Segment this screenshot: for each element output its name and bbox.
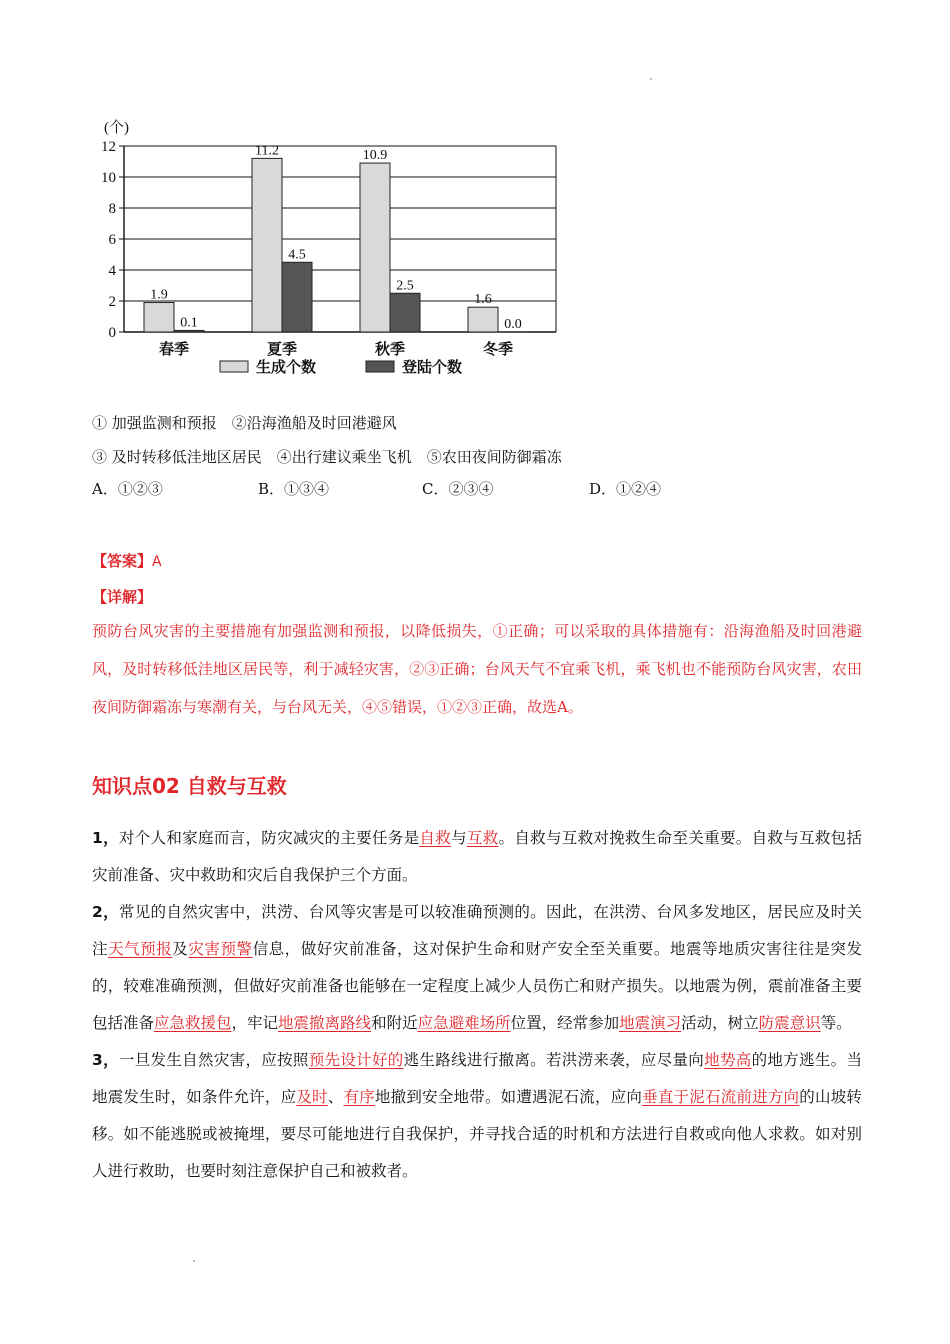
paragraph-3	[92, 1042, 862, 1190]
chart-bars	[144, 158, 528, 332]
chart-category-label: 夏季	[266, 342, 298, 358]
chart-value-label: 0.0	[504, 317, 522, 332]
chart-legend-swatch	[366, 361, 394, 372]
chart-unit-label: (个)	[104, 120, 129, 136]
text: 一旦发生自然灾害，应按照	[118, 1051, 309, 1069]
text: 位置，经常参加	[510, 1014, 620, 1032]
chart-y-tick-label: 2	[108, 294, 116, 310]
chart-value-label: 2.5	[396, 278, 414, 294]
text: 。自救与互救对挽救生命至关重要。自救与互救包括灾前准备、灾中救助和灾后自我保护三个方面。	[92, 829, 862, 884]
chart-bar-generated	[144, 303, 174, 332]
chart-value-label: 4.5	[288, 247, 306, 263]
text: 与	[451, 829, 467, 847]
text: 活动，树立	[681, 1014, 759, 1032]
text: 信息，做好灾前准备，这对保护生命和财产安全至关重要。地震等地质灾害往往是突发的，较难准确预测，但做好灾前准备也能够在一定程度上减少人员伤亡和财产损失。以地震为例，震前准备主要包括准备	[92, 940, 862, 1032]
chart-bar-landed	[390, 293, 420, 332]
paragraph-1	[92, 820, 862, 894]
chart-value-label: 10.9	[362, 148, 388, 164]
key-term: 应急避难场所	[417, 1014, 511, 1032]
text: ，牢记	[231, 1014, 279, 1032]
chart-legend-swatch	[220, 361, 248, 372]
text: 对个人和家庭而言，防灾减灾的主要任务是	[118, 829, 420, 847]
text: 、	[327, 1088, 344, 1106]
statements-line-2: ③ 及时转移低洼地区居民 ④出行建议乘坐飞机 ⑤农田夜间防御霜冻	[92, 448, 562, 466]
chart-legend-label: 生成个数	[256, 360, 317, 376]
detail-tag-line	[92, 586, 152, 607]
text: 及	[172, 940, 189, 958]
chart-value-labels	[150, 143, 522, 332]
chart-y-tick-label: 12	[101, 139, 116, 155]
key-term: 防震意识	[758, 1014, 821, 1032]
key-term: 应急救援包	[154, 1014, 232, 1032]
text: 和附近	[371, 1014, 418, 1032]
scan-dot	[193, 1260, 195, 1262]
key-term: 互救	[466, 829, 499, 847]
chart-y-tick-label: 10	[101, 170, 116, 186]
chart-y-tick-label: 8	[108, 201, 116, 217]
key-term: 及时	[296, 1088, 328, 1106]
chart-y-tick-label: 0	[108, 325, 116, 341]
chart-value-label: 1.6	[474, 292, 492, 308]
chart-bar-landed	[174, 330, 204, 332]
scan-dot	[650, 78, 652, 80]
chart-category-label: 秋季	[374, 342, 406, 358]
paragraph-2-number: 2，	[92, 903, 119, 921]
chart-y-tick-labels	[101, 139, 117, 341]
paragraph-1-number: 1，	[92, 829, 119, 847]
chart-category-label: 春季	[158, 342, 190, 358]
option-c[interactable]: C．②③④	[422, 480, 494, 498]
typhoon-season-bar-chart	[90, 108, 560, 393]
key-term: 地震演习	[619, 1014, 682, 1032]
chart-bar-generated	[468, 307, 498, 332]
key-term: 天气预报	[108, 940, 173, 958]
text: 的地方逃生。当地震发生时，如条件允许，应	[92, 1051, 862, 1106]
text: 逃生路线进行撤离。若洪涝来袭，应尽量向	[403, 1051, 705, 1069]
option-b[interactable]: B．①③④	[258, 480, 330, 498]
answer-options	[92, 478, 792, 502]
key-term: 预先设计好的	[308, 1051, 404, 1069]
option-a[interactable]: A．①②③	[92, 480, 163, 498]
answer-tag: 【答案】	[92, 552, 153, 570]
key-term: 自救	[419, 829, 452, 847]
section-heading: 知识点02 自救与互救	[92, 774, 287, 798]
chart-bar-landed	[282, 262, 312, 332]
chart-bar-generated	[360, 163, 390, 332]
answer-line	[92, 550, 162, 571]
chart-value-label: 11.2	[255, 143, 279, 159]
chart-value-label: 1.9	[150, 287, 168, 303]
chart-value-label: 0.1	[180, 315, 198, 331]
paragraph-3-number: 3，	[92, 1051, 119, 1069]
text: 常见的自然灾害中，洪涝、台风等灾害是可以较准确预测的。因此，在洪涝、台风多发地区，居民应及时关注	[92, 903, 862, 958]
key-term: 地震撤离路线	[278, 1014, 372, 1032]
chart-legend-label: 登陆个数	[402, 360, 463, 376]
text: 的山坡转移。如不能逃脱或被掩埋，要尽可能地进行自我保护，并寻找合适的时机和方法进行自救或向他人求救。如对别人进行救助，也要时刻注意保护自己和被救者。	[92, 1088, 862, 1180]
chart-y-tick-label: 6	[108, 232, 116, 248]
statements-line-1: ① 加强监测和预报 ②沿海渔船及时回港避风	[92, 414, 397, 432]
text: 等。	[820, 1014, 852, 1032]
key-term: 有序	[343, 1088, 375, 1106]
option-d[interactable]: D．①②④	[589, 480, 662, 498]
chart-y-tick-label: 4	[108, 263, 116, 279]
key-term: 灾害预警	[188, 940, 253, 958]
chart-category-label: 冬季	[482, 342, 514, 358]
paragraph-2	[92, 894, 862, 1042]
chart-category-labels	[159, 340, 513, 358]
detail-tag: 【详解】	[92, 588, 153, 606]
chart-legend	[220, 358, 462, 376]
key-term: 地势高	[704, 1051, 752, 1069]
text: 地撤到安全地带。如遭遇泥石流，应向	[374, 1088, 643, 1106]
detail-explanation: 预防台风灾害的主要措施有加强监测和预报，以降低损失，①正确；可以采取的具体措施有：沿海渔船及时回港避风，及时转移低洼地区居民等，利于减轻灾害，②③正确；台风天气不宜乘飞机，乘飞机也不能预防台风灾害，农田夜间防御霜冻与寒潮有关，与台风无关，④⑤错误，①②③正确，故选A。	[92, 622, 862, 716]
key-term: 垂直于泥石流前进方向	[642, 1088, 800, 1106]
chart-bar-generated	[252, 158, 282, 332]
answer-value: A	[152, 554, 162, 570]
